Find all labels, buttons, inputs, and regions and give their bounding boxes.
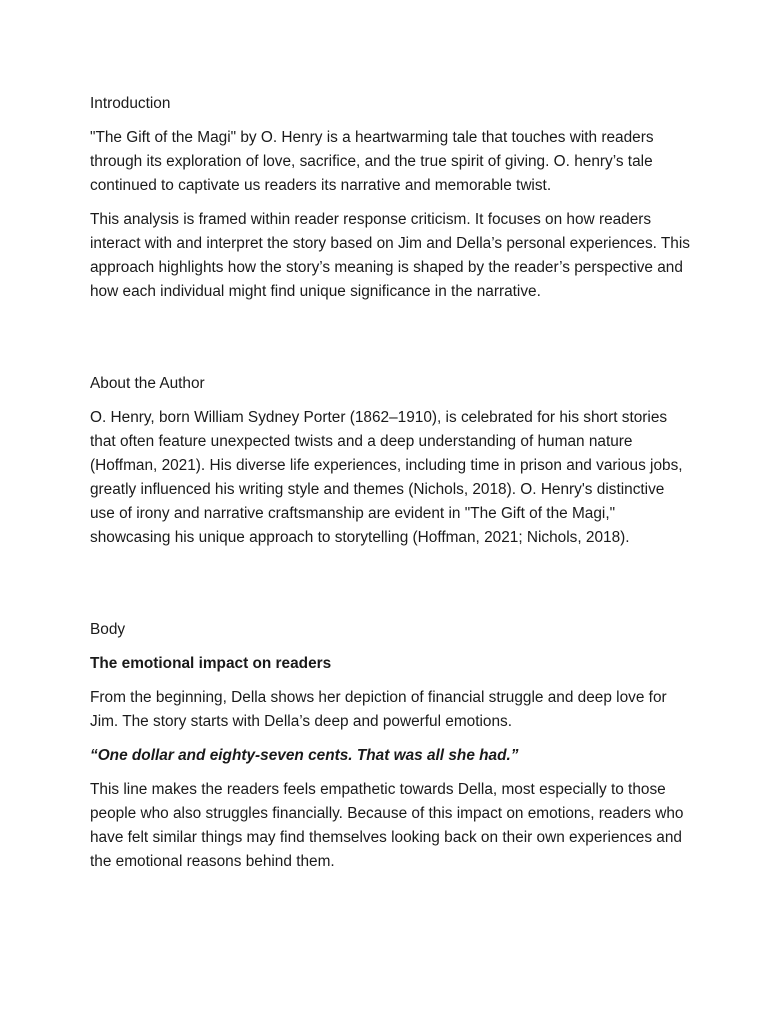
emotional-impact-subheading: The emotional impact on readers — [90, 655, 332, 672]
introduction-paragraph-1: "The Gift of the Magi" by O. Henry is a heartwarming tale that touches with readers through its exploration of love, sacrifice, and the true spirit of giving. O. henry’s tale continued to captivate us readers its narrative and memorable twist. — [90, 129, 654, 194]
about-author-paragraph: O. Henry, born William Sydney Porter (1862–1910), is celebrated for his short stories that often feature unexpected twists and a deep understanding of human nature (Hoffman, 2021). His diverse life experiences, including time in prison and various jobs, greatly influenced his writing style and themes (Nichols, 2018). O. Henry's distinctive use of irony and narrative craftsmanship are evident in "The Gift of the Magi," showcasing his unique approach to storytelling (Hoffman, 2021; Nichols, 2018). — [90, 409, 683, 546]
body-heading: Body — [90, 621, 126, 638]
about-author-heading: About the Author — [90, 375, 205, 392]
introduction-paragraph-2: This analysis is framed within reader response criticism. It focuses on how readers interact with and interpret the story based on Jim and Della’s personal experiences. This approach highlights how the story’s meaning is shaped by the reader’s perspective and how each individual might find unique significance in the narrative. — [90, 211, 690, 300]
story-quote: “One dollar and eighty-seven cents. That was all she had.” — [90, 747, 519, 764]
introduction-heading: Introduction — [90, 95, 171, 112]
body-paragraph-1: From the beginning, Della shows her depiction of financial struggle and deep love for Jim. The story starts with Della’s deep and powerful emotions. — [90, 689, 667, 730]
body-paragraph-2: This line makes the readers feels empathetic towards Della, most especially to those people who also struggles financially. Because of this impact on emotions, readers who have felt similar things may find themselves looking back on their own experiences and the emotional reasons behind them. — [90, 781, 684, 870]
